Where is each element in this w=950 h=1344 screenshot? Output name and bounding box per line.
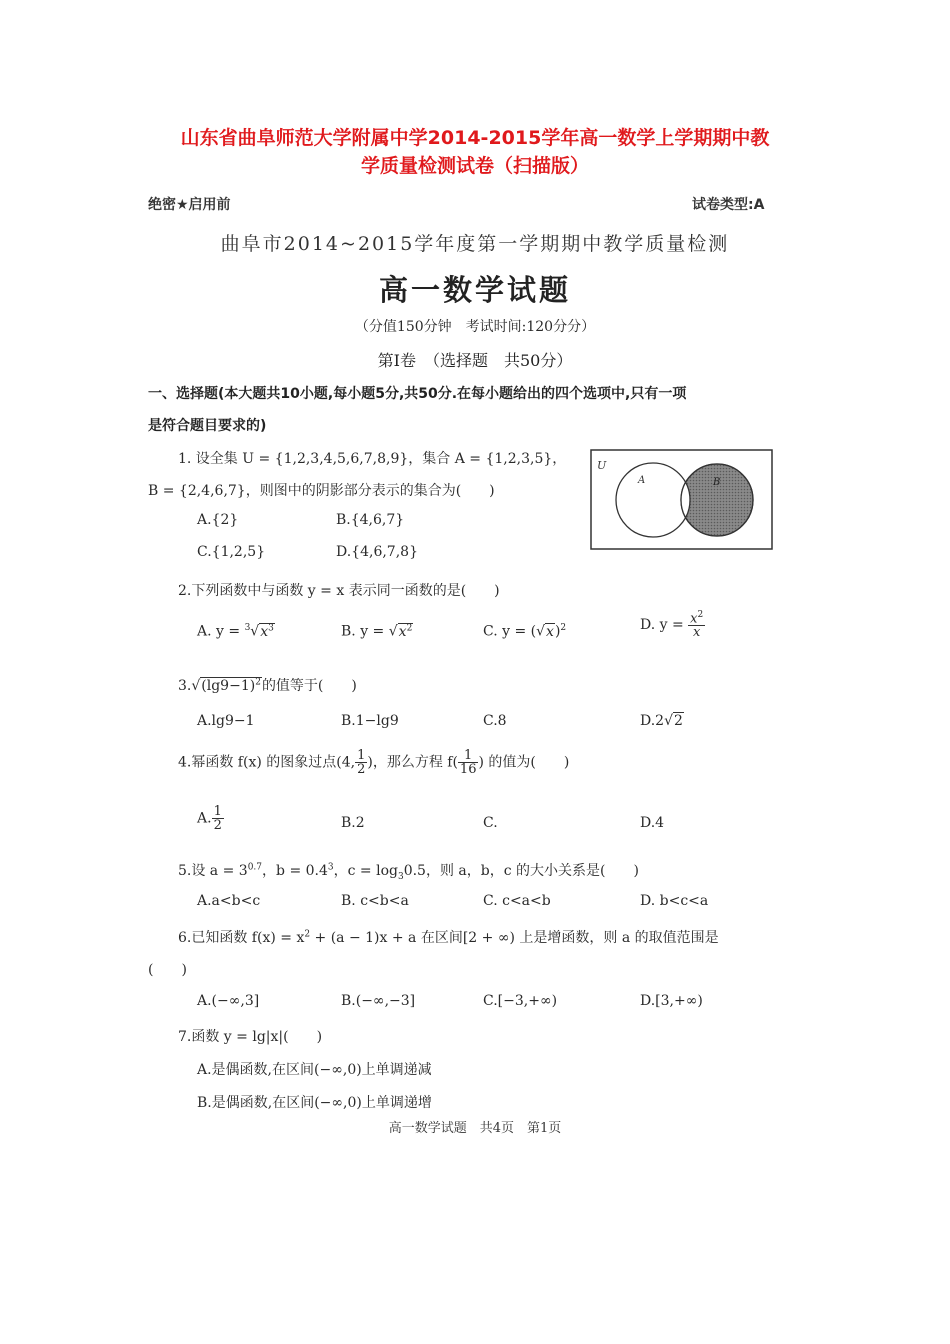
page-footer: 高一数学试题 共4页 第1页 bbox=[388, 1121, 562, 1136]
section-instructions-line2: 是符合题目要求的) bbox=[148, 418, 267, 434]
q6-option-a: A.(−∞,3] bbox=[197, 993, 260, 1009]
q7-stem: 7.函数 y = lg|x|( ) bbox=[178, 1029, 323, 1045]
q1-option-d: D.{4,6,7,8} bbox=[336, 544, 418, 560]
q6-stem: 6.已知函数 $f(x) = x^2 + (a - 1)x + a$ 在区间[2 + ∞) 上是增函数，则 a 的取值范围是 bbox=[178, 929, 719, 946]
section-instructions-line1: 一、选择题(本大题共10小题,每小题5分,共50分.在每小题给出的四个选项中,只有一项 bbox=[148, 386, 687, 402]
score-time: （分值150分钟 考试时间:120分分） bbox=[354, 319, 596, 335]
set-a-label: A bbox=[638, 475, 646, 486]
q6-option-b: B.(−∞,−3] bbox=[341, 993, 416, 1009]
part-one-heading: 第Ⅰ卷 （选择题 共50分） bbox=[377, 351, 573, 370]
set-b-label: B bbox=[713, 477, 721, 488]
q4-option-a: A. $\frac{1}{2}$ bbox=[197, 804, 222, 833]
q5-stem: 5.设 $a = 3^{0.7}$，$b = 0.4^3$，$c = \log_30.5$，则 a，b，c 的大小关系是( ) bbox=[178, 862, 639, 882]
q3-option-b: B.1−lg9 bbox=[341, 713, 399, 729]
document-title-line2: 学质量检测试卷（扫描版） bbox=[360, 155, 589, 177]
q5-option-a: A.a<b<c bbox=[197, 893, 261, 909]
q3-stem: $3.√(\lg 9-1)^2$的值等于( ) bbox=[178, 677, 357, 694]
q2-stem: 2.下列函数中与函数 y = x 表示同一函数的是( ) bbox=[178, 583, 500, 599]
paper-type-label: 试卷类型:A bbox=[692, 197, 765, 213]
q1-stem-line2: B = {2,4,6,7}，则图中的阴影部分表示的集合为( ) bbox=[148, 483, 495, 499]
q7-option-b: B.是偶函数,在区间(−∞,0)上单调递增 bbox=[197, 1095, 432, 1111]
q1-option-c: C.{1,2,5} bbox=[197, 544, 266, 560]
q3-option-d: D.2√2 bbox=[640, 713, 683, 729]
q4-option-b: B.2 bbox=[341, 815, 365, 831]
q6-option-c: C.[−3,+∞) bbox=[483, 993, 558, 1009]
q4-option-d: D.4 bbox=[640, 815, 665, 831]
q3-option-c: C.8 bbox=[483, 713, 507, 729]
q4-stem: 4.幂函数 f(x) 的图象过点(4, $\frac{1}{2}$ )，那么方程 f( $\frac{1}{16}$ ) 的值为( ) bbox=[178, 748, 570, 777]
subject-title: 高一数学试题 bbox=[378, 273, 571, 307]
exam-header: 曲阜市2014~2015学年度第一学期期中教学质量检测 bbox=[220, 233, 730, 255]
document-title-line1: 山东省曲阜师范大学附属中学2014-2015学年高一数学上学期期中教 bbox=[180, 127, 770, 149]
q5-option-b: B. c<b<a bbox=[341, 893, 409, 909]
q6-option-d: D.[3,+∞) bbox=[640, 993, 703, 1009]
q2-option-b: B. $y = √x^2$ bbox=[341, 623, 413, 640]
q1-option-a: A.{2} bbox=[197, 512, 239, 528]
q2-option-c: C. $y = (√x)^2$ bbox=[483, 623, 567, 640]
q7-option-a: A.是偶函数,在区间(−∞,0)上单调递减 bbox=[197, 1062, 432, 1078]
q3-option-a: A.lg9−1 bbox=[197, 713, 255, 729]
q2-option-d: D. y = $\frac{x^2}{x}$ bbox=[640, 610, 704, 641]
confidential-label: 绝密★启用前 bbox=[148, 197, 231, 213]
q5-option-d: D. b<c<a bbox=[640, 893, 709, 909]
universe-label: U bbox=[597, 459, 607, 472]
q5-option-c: C. c<a<b bbox=[483, 893, 551, 909]
q2-option-a: A. $y = ^3√x^3$ bbox=[197, 623, 274, 640]
venn-diagram bbox=[590, 449, 774, 551]
q1-stem-line1: 1. 设全集 U = {1,2,3,4,5,6,7,8,9}，集合 A = {1,2,3,5}， bbox=[178, 451, 567, 467]
q6-stem-line2: ( ) bbox=[148, 962, 187, 978]
q1-option-b: B.{4,6,7} bbox=[336, 512, 405, 528]
q4-option-c: C. bbox=[483, 815, 498, 831]
